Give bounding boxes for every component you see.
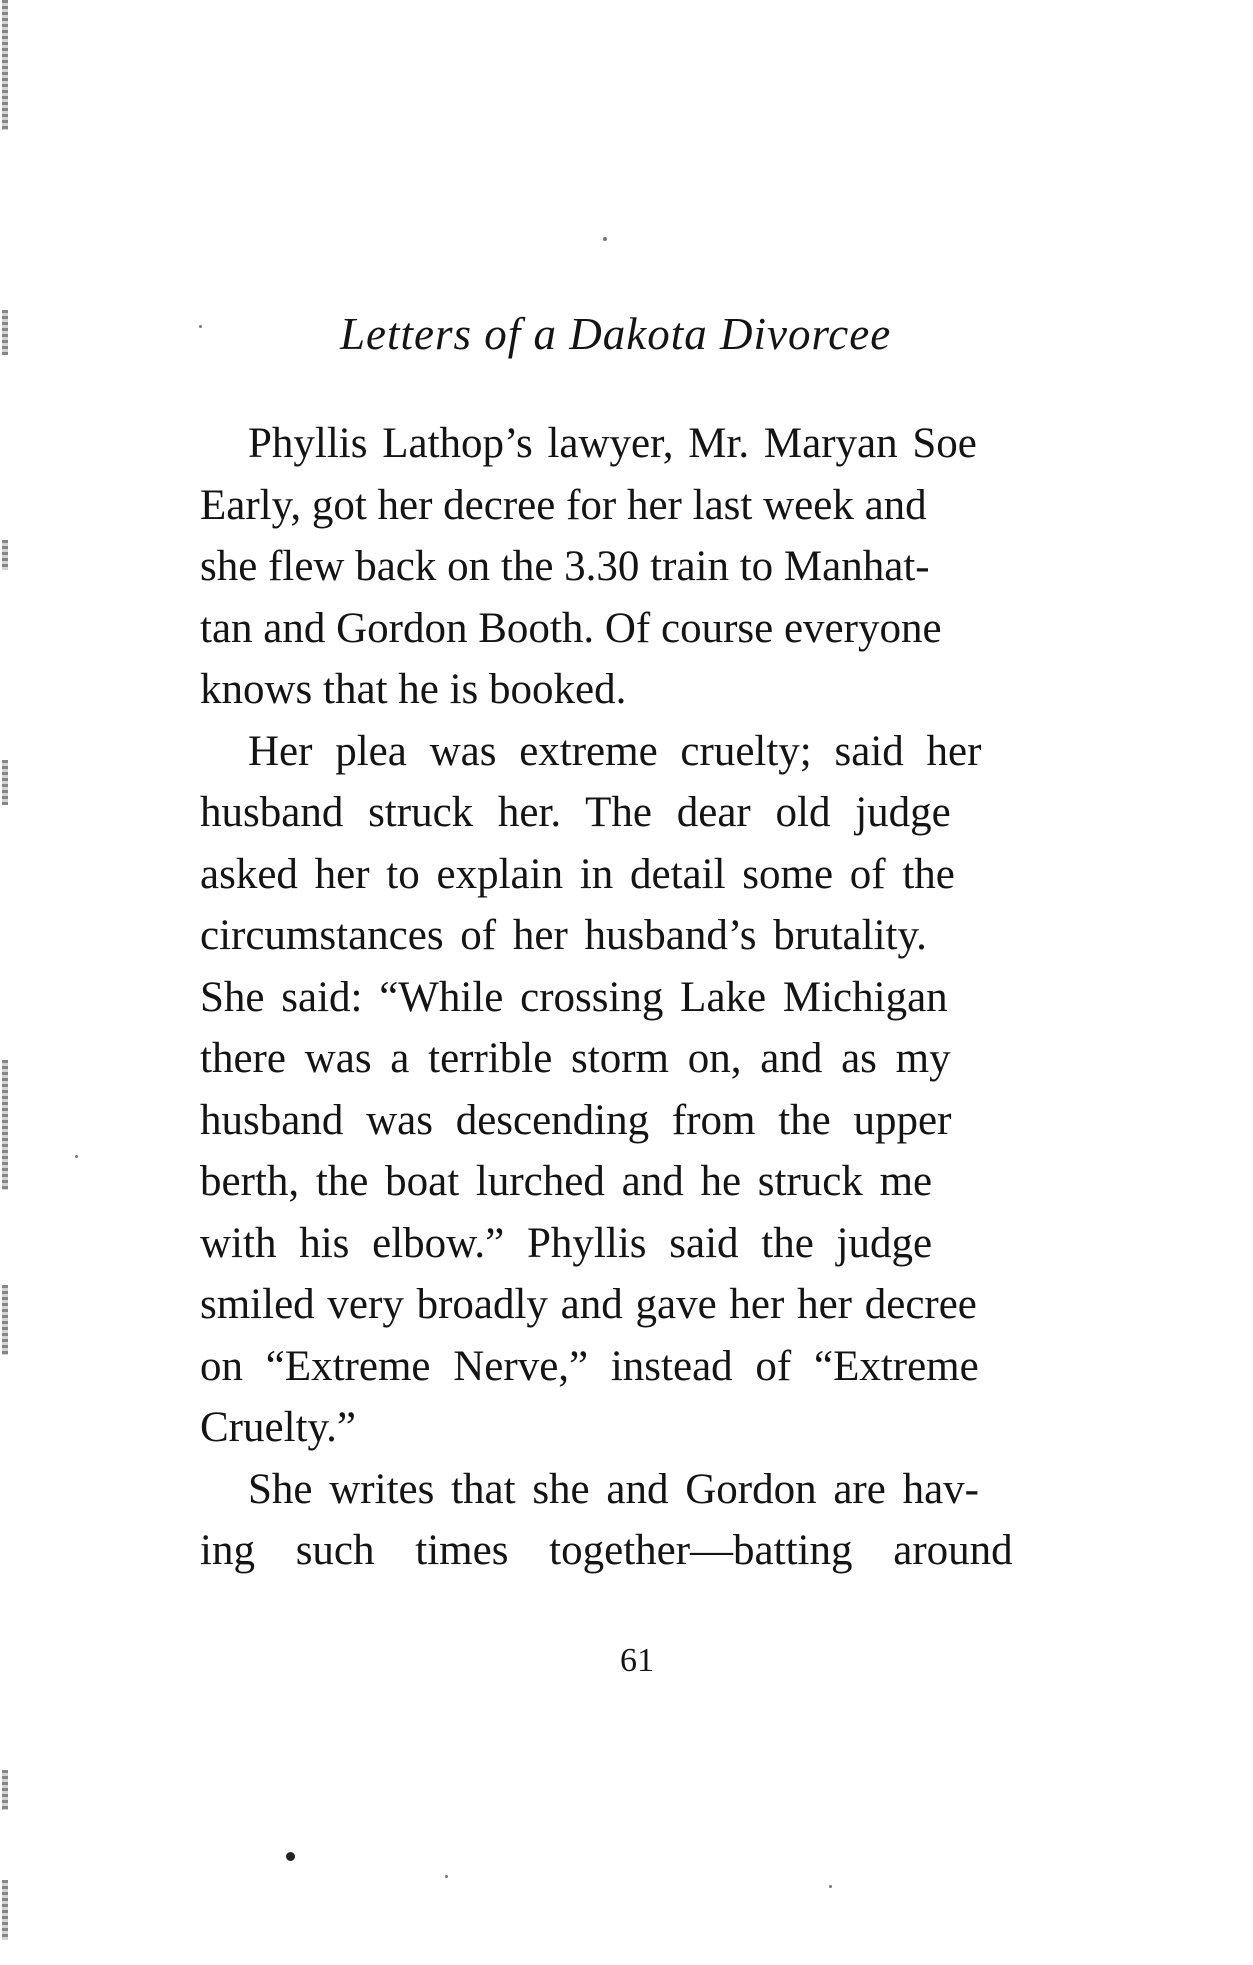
line-text: smiled very broadly and gave her her decree [200,1281,977,1328]
text-line [200,1090,1070,1152]
page-speck [75,1155,78,1158]
text-line [200,1336,1070,1398]
text-line [200,1213,1070,1275]
text-line [200,721,1070,783]
scan-edge-mark [2,0,8,130]
text-line [200,1397,1070,1459]
paragraph [200,413,1070,721]
line-text: she flew back on the 3.30 train to Manhat- [200,543,930,590]
page-speck [829,1885,832,1888]
paragraph [200,1459,1070,1582]
page-speck [603,237,607,241]
line-text: there was a terrible storm on, and as my [200,1035,951,1082]
scan-edge-mark [2,1060,8,1190]
line-text: husband struck her. The dear old judge [200,789,951,836]
running-header: Letters of a Dakota Divorcee [340,309,892,359]
text-line [200,1028,1070,1090]
text-line [200,413,1070,475]
scan-edge-mark [2,1880,8,1940]
line-text: Early, got her decree for her last week and [200,481,927,529]
text-line [200,782,1070,844]
text-line [200,536,1070,598]
page-speck [445,1875,448,1878]
line-text: circumstances of her husband’s brutality. [200,912,927,959]
scan-edge-mark [2,540,8,570]
text-line [200,1520,1070,1582]
text-line [200,844,1070,906]
line-text: knows that he is booked. [200,666,627,713]
text-line [200,1459,1070,1521]
text-line [200,598,1070,660]
text-line [200,967,1070,1029]
line-text: with his elbow.” Phyllis said the judge [200,1219,933,1267]
scan-edge-mark [2,1770,8,1810]
line-text: Cruelty.” [200,1404,357,1451]
line-text: tan and Gordon Booth. Of course everyone [200,604,942,652]
line-text: husband was descending from the upper [200,1096,952,1144]
line-text: Her plea was extreme cruelty; said her [248,727,982,775]
text-line [200,1274,1070,1336]
scan-edge-mark [2,310,8,355]
paragraph [200,721,1070,1459]
line-text: Phyllis Lathop’s lawyer, Mr. Maryan Soe [248,420,977,467]
scan-edge-mark [2,1285,8,1355]
text-line [200,1151,1070,1213]
line-text: on “Extreme Nerve,” instead of “Extreme [200,1342,979,1390]
body-text [200,413,1070,1582]
page-speck [199,325,202,328]
line-text: ing such times together—batting around [200,1527,1013,1574]
line-text: She said: “While crossing Lake Michigan [200,973,948,1021]
text-line [200,905,1070,967]
line-text: berth, the boat lurched and he struck me [200,1158,933,1205]
text-line [200,475,1070,537]
scan-edge-mark [2,760,8,805]
line-text: She writes that she and Gordon are hav- [248,1465,979,1513]
page-speck [286,1852,295,1861]
text-line [200,659,1070,721]
page-number: 61 [620,1642,654,1679]
line-text: asked her to explain in detail some of the [200,850,955,898]
